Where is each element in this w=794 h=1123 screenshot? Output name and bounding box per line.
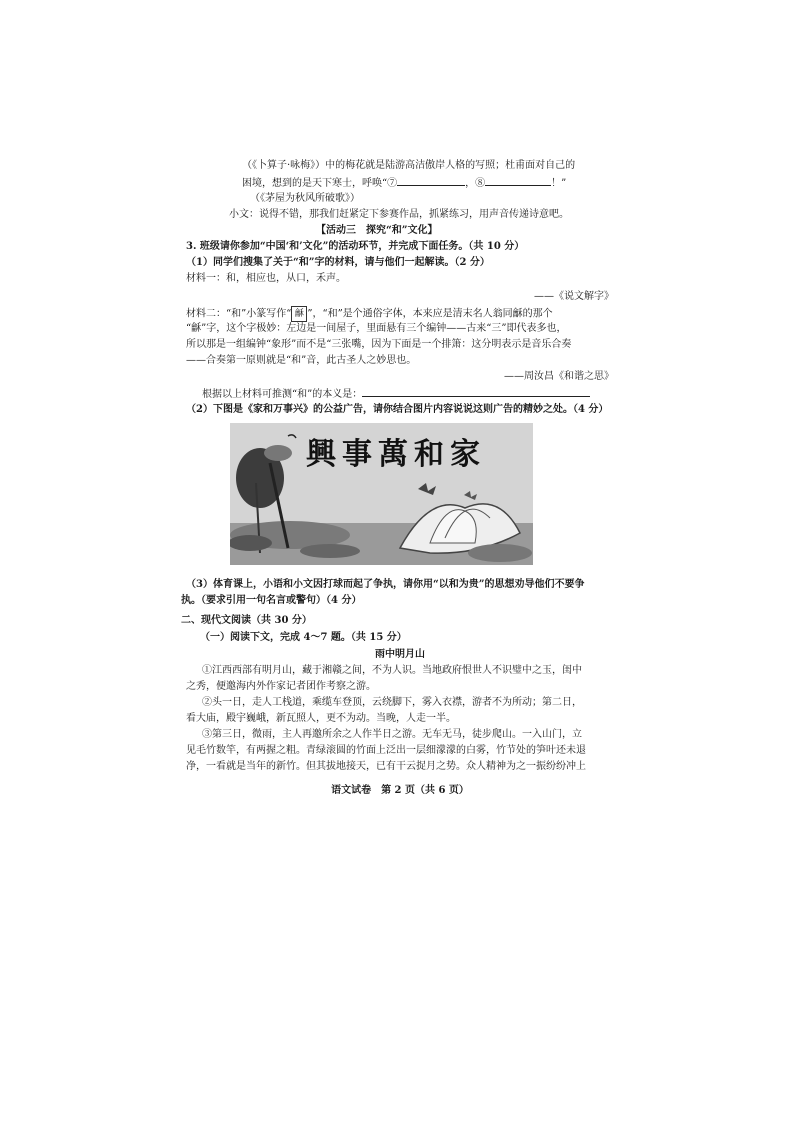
question-3-2: （2）下图是《家和万事兴》的公益广告，请你结合图片内容说说这则广告的精妙之处。（4 分） bbox=[186, 404, 609, 415]
text-line: （《卜算子·咏梅》）中的梅花就是陆游高洁傲岸人格的写照；杜甫面对自己的 bbox=[242, 160, 576, 171]
seal-script-glyph: 龢 bbox=[291, 306, 307, 322]
text-segment: 困境，想到的是天下寒士，呼唤“⑦ bbox=[242, 178, 398, 189]
text-segment: 材料二：“和”小篆写作“ bbox=[186, 308, 292, 320]
material-2-line bbox=[186, 306, 553, 322]
poster-title: 興事萬和家 bbox=[306, 437, 486, 472]
section-2-heading: 二、现代文阅读（共 30 分） bbox=[181, 615, 312, 626]
text-segment: ”，“和”是个通俗字体，本来应是清末名人翁同龢的那个 bbox=[307, 308, 553, 320]
material-2-source: ——周汝昌《和谐之思》 bbox=[504, 371, 614, 382]
answer-blank-meaning[interactable] bbox=[362, 386, 590, 397]
page-footer: 语文试卷 第 2 页（共 6 页） bbox=[331, 785, 469, 796]
material-1-source: ——《说文解字》 bbox=[534, 291, 614, 302]
answer-blank-8[interactable] bbox=[485, 175, 551, 186]
question-3-3-cont: 执。（要求引用一句名言或警句）（4 分） bbox=[181, 595, 362, 606]
text-line: “龢”字，这个字极妙：左边是一间屋子，里面悬有三个编钟——古来“三”即代表多也， bbox=[186, 323, 567, 334]
question-3-3: （3）体育课上，小语和小文因打球而起了争执，请你用“以和为贵”的思想劝导他们不要争 bbox=[186, 579, 585, 590]
public-service-ad-image bbox=[230, 423, 533, 565]
paragraph-1-line: 之秀，便邀海内外作家记者团作考察之游。 bbox=[186, 681, 376, 692]
activity-title: 【活动三 探究“和”文化】 bbox=[316, 225, 438, 236]
paragraph-3-line: ③第三日，微雨，主人再邀所余之人作半日之游。无车无马，徒步爬山。一入山门，立 bbox=[202, 729, 582, 740]
paragraph-1-line: ①江西西部有明月山，藏于湘赣之间，不为人识。当地政府恨世人不识璧中之玉，闺中 bbox=[202, 665, 582, 676]
question-3: 3. 班级请你参加“中国‘和’文化”的活动环节，并完成下面任务。（共 10 分） bbox=[186, 241, 525, 252]
question-3-1: （1）同学们搜集了关于“和”字的材料，请与他们一起解读。（2 分） bbox=[186, 257, 490, 268]
paragraph-3-line: 净，一看就是当年的新竹。但其拔地接天，已有干云捉月之势。众人精神为之一振纷纷冲上 bbox=[186, 761, 586, 772]
paragraph-2-line: 看大庙，殿宇巍峨，新瓦照人，更不为动。当晚，人走一半。 bbox=[186, 713, 456, 724]
paragraph-2-line: ②头一日，走人工栈道，乘缆车登顶，云绕脚下，雾入衣襟，游者不为所动；第二日， bbox=[202, 697, 582, 708]
text-segment: 根据以上材料可推测“和”的本义是： bbox=[202, 389, 363, 400]
text-segment: ，⑧ bbox=[465, 178, 486, 189]
text-line: ——合奏第一原则就是“和”音，此古圣人之妙思也。 bbox=[186, 355, 417, 366]
paragraph-3-line: 见毛竹数竿，有两握之粗。青绿滚圆的竹面上泛出一层细濛濛的白雾，竹节处的笋叶还未退 bbox=[186, 745, 586, 756]
article-title: 雨中明月山 bbox=[375, 649, 425, 660]
text-line: （《茅屋为秋风所破歌》） bbox=[250, 193, 360, 204]
fill-in-line bbox=[242, 175, 566, 190]
text-line: 小文：说得不错，那我们赶紧定下参赛作品，抓紧练习，用声音传递诗意吧。 bbox=[229, 209, 569, 220]
answer-blank-7[interactable] bbox=[397, 175, 465, 186]
inference-line bbox=[202, 386, 590, 401]
section-2-1-heading: （一）阅读下文，完成 4～7 题。（共 15 分） bbox=[200, 632, 407, 643]
text-segment: ！” bbox=[551, 178, 567, 189]
text-line: 所以那是一组编钟“象形”而不是“三张嘴，因为下面是一个排箫：这分明表示是音乐合奏 bbox=[186, 339, 572, 350]
material-1: 材料一：和，相应也，从口，禾声。 bbox=[186, 273, 346, 284]
